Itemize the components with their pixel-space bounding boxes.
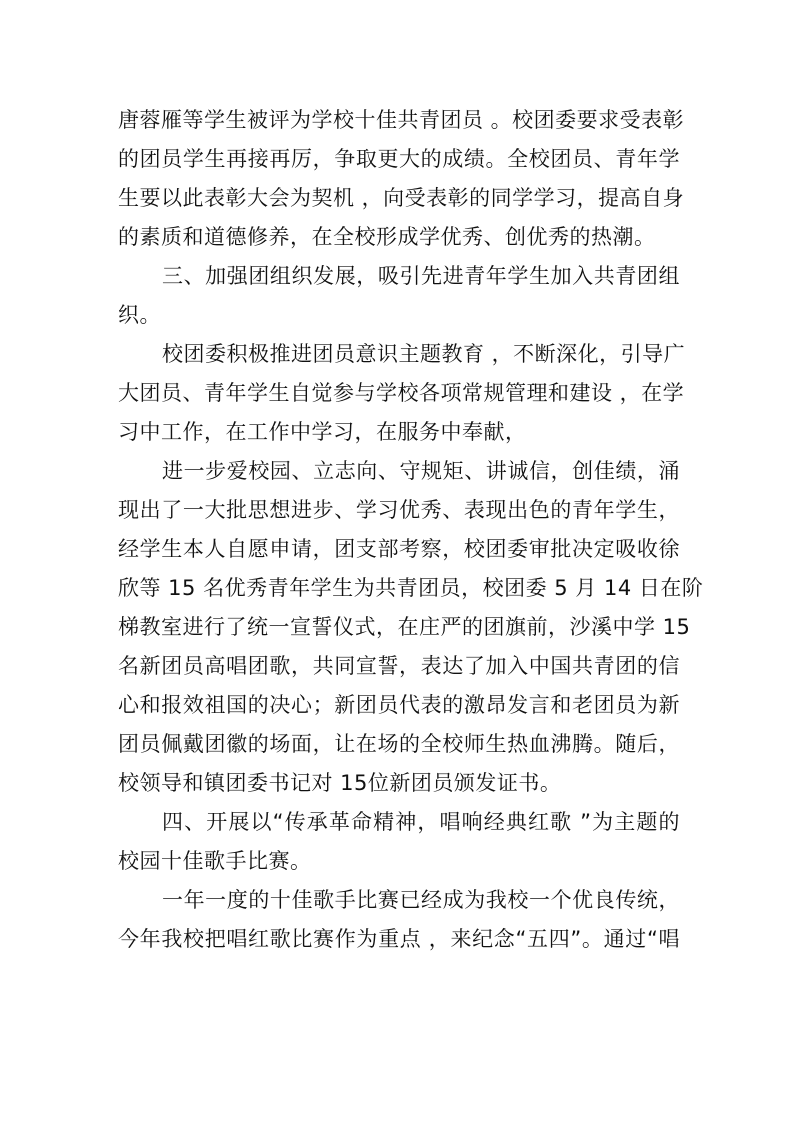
text-line: 的素质和道德修养，在全校形成学优秀、创优秀的热潮。	[118, 225, 656, 249]
text-line: 经学生本人自愿申请，团支部考察，校团委审批决定吸收徐	[118, 537, 680, 561]
paragraph-honored-members	[118, 101, 685, 257]
paragraph-new-members-oath	[118, 452, 704, 803]
text-line: 欣等 15 名优秀青年学生为共青团员，校团委 5 月 14 日在阶	[118, 576, 704, 600]
text-line: 大团员、青年学生自觉参与学校各项常规管理和建设 ，在学	[118, 381, 685, 405]
text-line: 三、加强团组织发展，吸引先进青年学生加入共青团组	[162, 264, 680, 288]
text-line: 梯教室进行了统一宣誓仪式，在庄严的团旗前，沙溪中学 15	[118, 615, 691, 639]
text-line: 习中工作，在工作中学习，在服务中奉献，	[118, 420, 527, 444]
text-line: 一年一度的十佳歌手比赛已经成为我校一个优良传统，	[162, 888, 680, 912]
text-line: 校园十佳歌手比赛。	[118, 849, 312, 873]
text-line: 现出了一大批思想进步、学习优秀、表现出色的青年学生，	[118, 498, 680, 522]
text-line: 名新团员高唱团歌，共同宣誓，表达了加入中国共青团的信	[118, 654, 680, 678]
paragraph-member-education	[118, 335, 686, 452]
section-heading-4	[118, 803, 680, 881]
text-line: 校团委积极推进团员意识主题教育 ，不断深化，引导广	[162, 342, 686, 366]
document-body	[118, 101, 704, 959]
text-line: 唐蓉雁等学生被评为学校十佳共青团员 。校团委要求受表彰	[118, 108, 685, 132]
section-heading-3	[118, 257, 680, 335]
text-line: 生要以此表彰大会为契机 ，向受表彰的同学学习，提高自身	[118, 186, 685, 210]
text-line: 的团员学生再接再厉，争取更大的成绩。全校团员、青年学	[118, 147, 680, 171]
paragraph-singer-contest	[118, 881, 680, 959]
text-line: 团员佩戴团徽的场面，让在场的全校师生热血沸腾。随后，	[118, 732, 680, 756]
text-line: 织。	[118, 303, 161, 327]
text-line: 校领导和镇团委书记对 15位新团员颁发证书。	[118, 771, 562, 795]
text-line: 四、开展以“传承革命精神，唱响经典红歌 ”为主题的	[162, 810, 680, 834]
text-line: 心和报效祖国的决心；新团员代表的激昂发言和老团员为新	[118, 693, 680, 717]
text-line: 今年我校把唱红歌比赛作为重点 ，来纪念“五四”。通过“唱	[118, 927, 680, 951]
text-line: 进一步爱校园、立志向、守规矩、讲诚信，创佳绩，涌	[162, 459, 680, 483]
